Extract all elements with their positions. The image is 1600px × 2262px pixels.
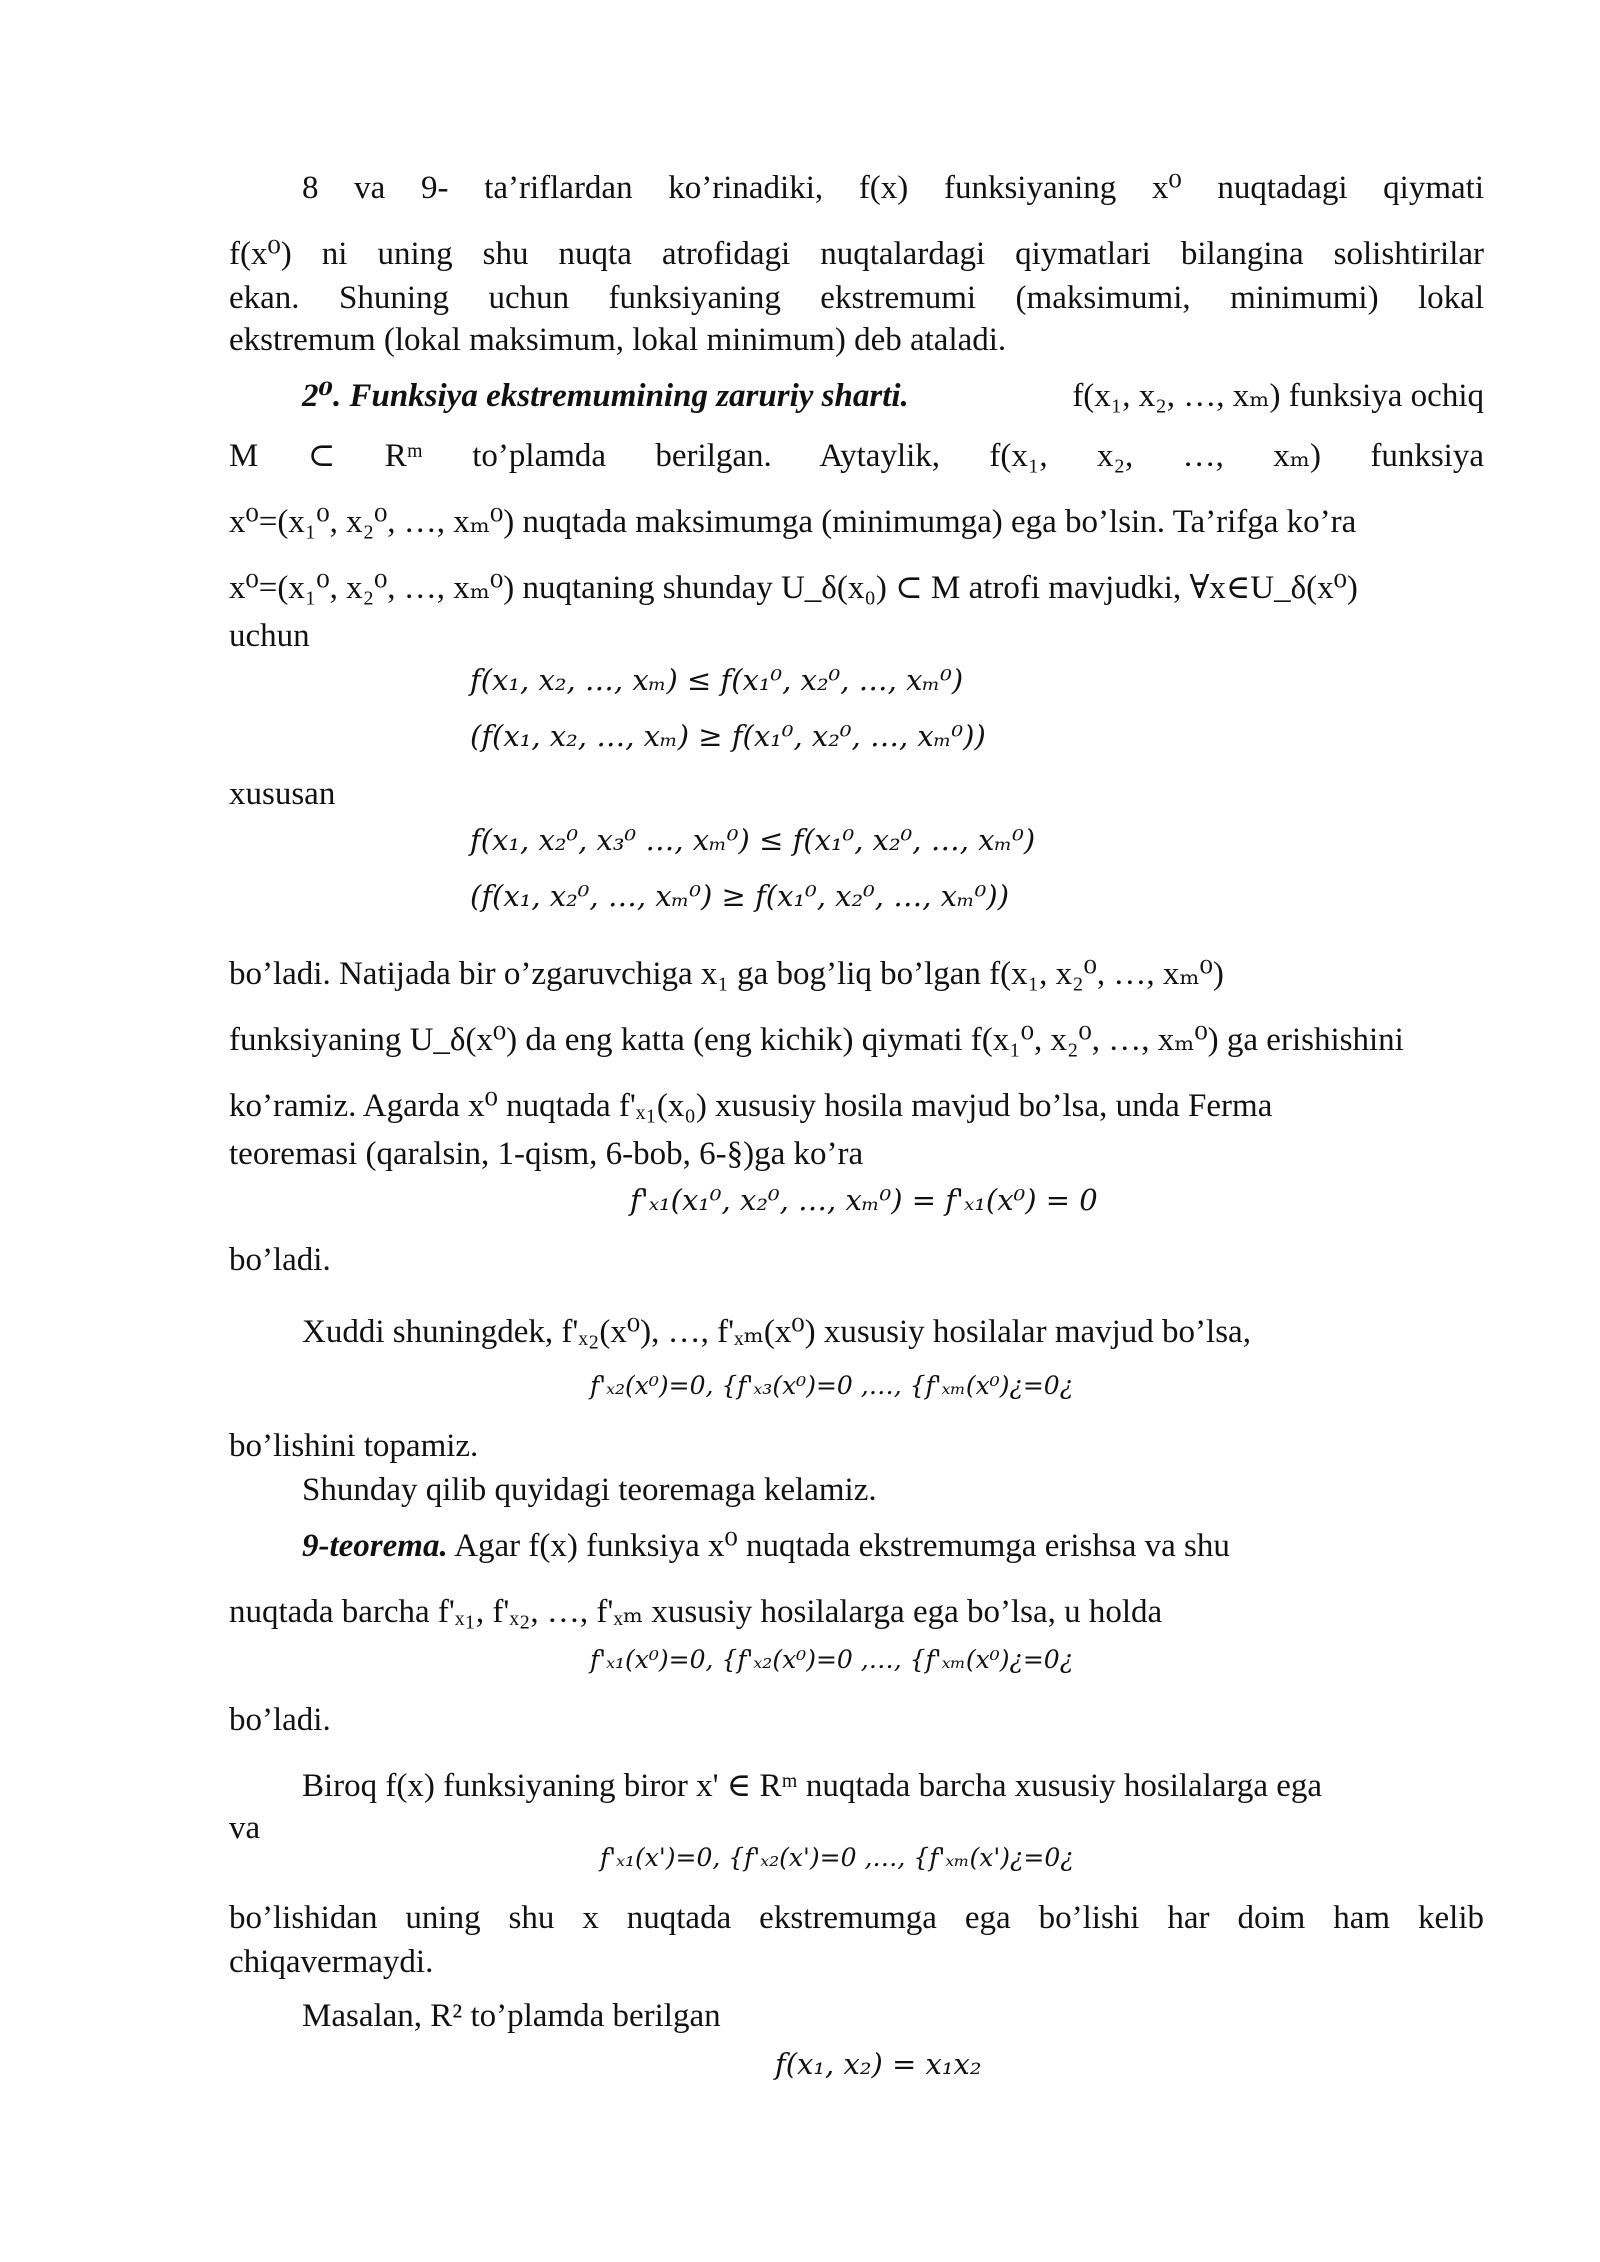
text-line-26: Masalan, R² to’plamda berilgan (302, 1998, 721, 2034)
text-line-23: va (229, 1810, 261, 1846)
text-line-25: chiqavermaydi. (229, 1944, 434, 1980)
text-line-7: x⁰=(x₁⁰, x₂⁰, …, xₘ⁰) nuqtada maksimumga (minimumga) ega bo’lsin. Ta’rifga ko’ra (229, 504, 1357, 540)
text-line-22: Biroq f(x) funksiyaning biror x' ∈ Rᵐ nuqtada barcha xususiy hosilalarga ega (302, 1768, 1323, 1804)
text-line-18: Shunday qilib quyidagi teoremaga kelamiz. (302, 1472, 877, 1508)
text-line-9: uchun (229, 618, 310, 654)
text-line-6: M ⊂ Rᵐ to’plamda berilgan. Aytaylik, f(x₁, x₂, …, xₘ) funksiya (229, 438, 1484, 474)
theorem-heading: 9-teorema. (302, 1528, 448, 1564)
formula-4: f'ₓ₂(x⁰)=0, {f'ₓ₃(x⁰)=0 ,…, {f'ₓₘ(x⁰)¿=0¿ (590, 1371, 1074, 1400)
text-line-10: xususan (229, 776, 336, 812)
text-line-16: Xuddi shuningdek, f'ₓ₂(x⁰), …, f'ₓₘ(x⁰) xususiy hosilalar mavjud bo’lsa, (302, 1314, 1251, 1350)
formula-5: f'ₓ₁(x⁰)=0, {f'ₓ₂(x⁰)=0 ,…, {f'ₓₘ(x⁰)¿=0¿ (590, 1645, 1074, 1674)
formula-2a: f(x₁, x₂⁰, x₃⁰ …, xₘ⁰) ≤ f(x₁⁰, x₂⁰, …, xₘ⁰) (470, 823, 1036, 857)
heading-line-rest: f(x₁, x₂, …, xₘ) funksiya ochiq (1072, 378, 1484, 414)
text-line-12: funksiyaning U_δ(x⁰) da eng katta (eng kichik) qiymati f(x₁⁰, x₂⁰, …, xₘ⁰) ga erishishini (229, 1022, 1404, 1058)
formula-1a: f(x₁, x₂, …, xₘ) ≤ f(x₁⁰, x₂⁰, …, xₘ⁰) (470, 663, 964, 697)
text-line-17: bo’lishini topamiz. (229, 1428, 479, 1464)
formula-2b: (f(x₁, x₂⁰, …, xₘ⁰) ≥ f(x₁⁰, x₂⁰, …, xₘ⁰)) (470, 879, 1010, 913)
text-line-1: 8 va 9- ta’riflardan ko’rinadiki, f(x) funksiyaning x⁰ nuqtadagi qiymati (302, 170, 1484, 206)
formula-7: f(x₁, x₂) = x₁x₂ (775, 2047, 982, 2081)
section-heading: 2⁰. Funksiya ekstremumining zaruriy sharti. (302, 378, 909, 414)
text-line-4: ekstremum (lokal maksimum, lokal minimum) deb ataladi. (229, 322, 1007, 358)
text-line-3: ekan. Shuning uchun funksiyaning ekstremumi (maksimumi, minimumi) lokal (229, 280, 1484, 316)
theorem-line (302, 1524, 1484, 1568)
text-line-24: bo’lishidan uning shu x nuqtada ekstremumga ega bo’lishi har doim ham kelib (229, 1900, 1484, 1936)
theorem-line-rest: Agar f(x) funksiya x⁰ nuqtada ekstremumga erishsa va shu (454, 1528, 1230, 1564)
text-line-11: bo’ladi. Natijada bir o’zgaruvchiga x₁ ga bog’liq bo’lgan f(x₁, x₂⁰, …, xₘ⁰) (229, 956, 1224, 992)
text-line-8: x⁰=(x₁⁰, x₂⁰, …, xₘ⁰) nuqtaning shunday U_δ(x₀) ⊂ M atrofi mavjudki, ∀x∈U_δ(x⁰) (229, 570, 1358, 606)
formula-3: f'ₓ₁(x₁⁰, x₂⁰, …, xₘ⁰) = f'ₓ₁(x⁰) = 0 (630, 1183, 1098, 1217)
text-line-13: ko’ramiz. Agarda x⁰ nuqtada f'ₓ₁(x₀) xususiy hosila mavjud bo’lsa, unda Ferma (229, 1088, 1273, 1124)
text-line-2: f(x⁰) ni uning shu nuqta atrofidagi nuqtalardagi qiymatlari bilangina solishtirilar (229, 236, 1484, 272)
formula-1b: (f(x₁, x₂, …, xₘ) ≥ f(x₁⁰, x₂⁰, …, xₘ⁰)) (470, 719, 986, 753)
text-line-21: bo’ladi. (229, 1702, 331, 1738)
formula-6: f'ₓ₁(x')=0, {f'ₓ₂(x')=0 ,…, {f'ₓₘ(x')¿=0¿ (600, 1843, 1074, 1872)
text-line-14: teoremasi (qaralsin, 1-qism, 6-bob, 6-§)ga ko’ra (229, 1136, 864, 1172)
heading-line (302, 374, 1484, 418)
text-line-20: nuqtada barcha f'ₓ₁, f'ₓ₂, …, f'ₓₘ xususiy hosilalarga ega bo’lsa, u holda (229, 1594, 1163, 1630)
text-line-15: bo’ladi. (229, 1242, 331, 1278)
